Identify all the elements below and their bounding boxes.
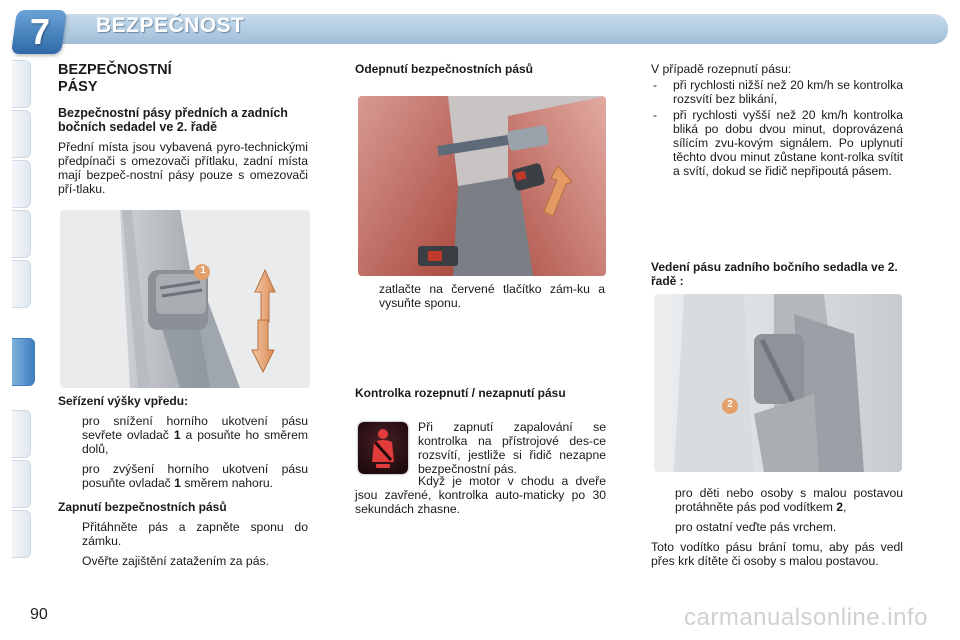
chapter-tab[interactable] — [12, 410, 31, 458]
page-number: 90 — [30, 606, 48, 623]
chapter-tab[interactable] — [12, 260, 31, 308]
fasten-title: Zapnutí bezpečnostních pásů — [58, 500, 227, 514]
height-adjuster-illustration — [60, 210, 310, 388]
section-subtitle: Bezpečnostní pásy předních a zadních bočních sedadel ve 2. řadě — [58, 106, 288, 134]
section-title: BEZPEČNOSTNÍ PÁSY — [58, 62, 172, 95]
unfasten-intro: V případě rozepnutí pásu: — [651, 62, 792, 76]
chapter-tabs — [0, 60, 40, 580]
chapter-tab-active[interactable] — [12, 338, 35, 386]
unfasten-title: Odepnutí bezpečnostních pásů — [355, 62, 534, 76]
list-item: - při rychlosti nižší než 20 km/h se kontrolka rozsvítí bez blikání, — [653, 78, 903, 106]
buckle-release-illustration — [358, 96, 606, 276]
chapter-tab[interactable] — [12, 60, 31, 108]
list-item: Přitáhněte pás a zapněte sponu do zámku. — [82, 520, 308, 548]
list-item: zatlačte na červené tlačítko zám-ku a vysuňte sponu. — [379, 282, 605, 310]
chapter-tab[interactable] — [12, 110, 31, 158]
watermark: carmanualsonline.info — [684, 604, 928, 631]
chapter-tab[interactable] — [12, 160, 31, 208]
callout-number: 1 — [200, 265, 206, 276]
belt-guide-title: Vedení pásu zadního bočního sedadla ve 2. řadě : — [651, 260, 898, 288]
list-item: pro snížení horního ukotvení pásu sevřete ovladač 1 a posuňte ho směrem dolů, — [82, 414, 309, 456]
warning-light-title: Kontrolka rozepnutí / nezapnutí pásu — [355, 386, 566, 400]
chapter-tab[interactable] — [12, 510, 31, 558]
seatbelt-warning-icon — [358, 422, 408, 474]
list-item: pro ostatní veďte pás vrchem. — [675, 520, 837, 534]
intro-paragraph: Přední místa jsou vybavená pyro-technickými předpínači s omezovači přítlaku, zadní místa mají bezpeč-nostní pásy pouze s omezovači pří-tlaku. — [58, 140, 308, 196]
chapter-number: 7 — [29, 11, 51, 52]
list-item: - při rychlosti vyšší než 20 km/h kontrolka bliká po dobu dvou minut, doprovázená sílícím zvu-kovým signálem. Po uplynutí těchto dvou minut zůstane kont-rolka svítit a svítí, dokud se řidič nepřipoutá pásem. — [653, 108, 903, 178]
height-adjust-title: Seřízení výšky vpředu: — [58, 394, 189, 408]
callout-number: 2 — [727, 399, 733, 410]
list-item: pro zvýšení horního ukotvení pásu posuňte ovladač 1 směrem nahoru. — [82, 462, 308, 490]
belt-guide-illustration — [654, 294, 902, 472]
warning-paragraph-2: Když je motor v chodu a dveře jsou zavřené, kontrolka auto-maticky po 30 sekundách zhasne. — [355, 474, 606, 516]
list-item: pro děti nebo osoby s malou postavou protáhněte pás pod vodítkem 2, — [675, 486, 903, 514]
chapter-title: BEZPEČNOST — [96, 14, 245, 37]
closing-paragraph: Toto vodítko pásu brání tomu, aby pás vedl přes krk dítěte či osoby s malou postavou. — [651, 540, 903, 568]
chapter-tab[interactable] — [12, 210, 31, 258]
warning-paragraph-1: Při zapnutí zapalování se kontrolka na přístrojové des-ce rozsvítí, jestliže si řidič nezapne bezpečnostní pás. — [418, 420, 606, 476]
list-item: Ověřte zajištění zatažením za pás. — [82, 554, 269, 568]
chapter-tab[interactable] — [12, 460, 31, 508]
